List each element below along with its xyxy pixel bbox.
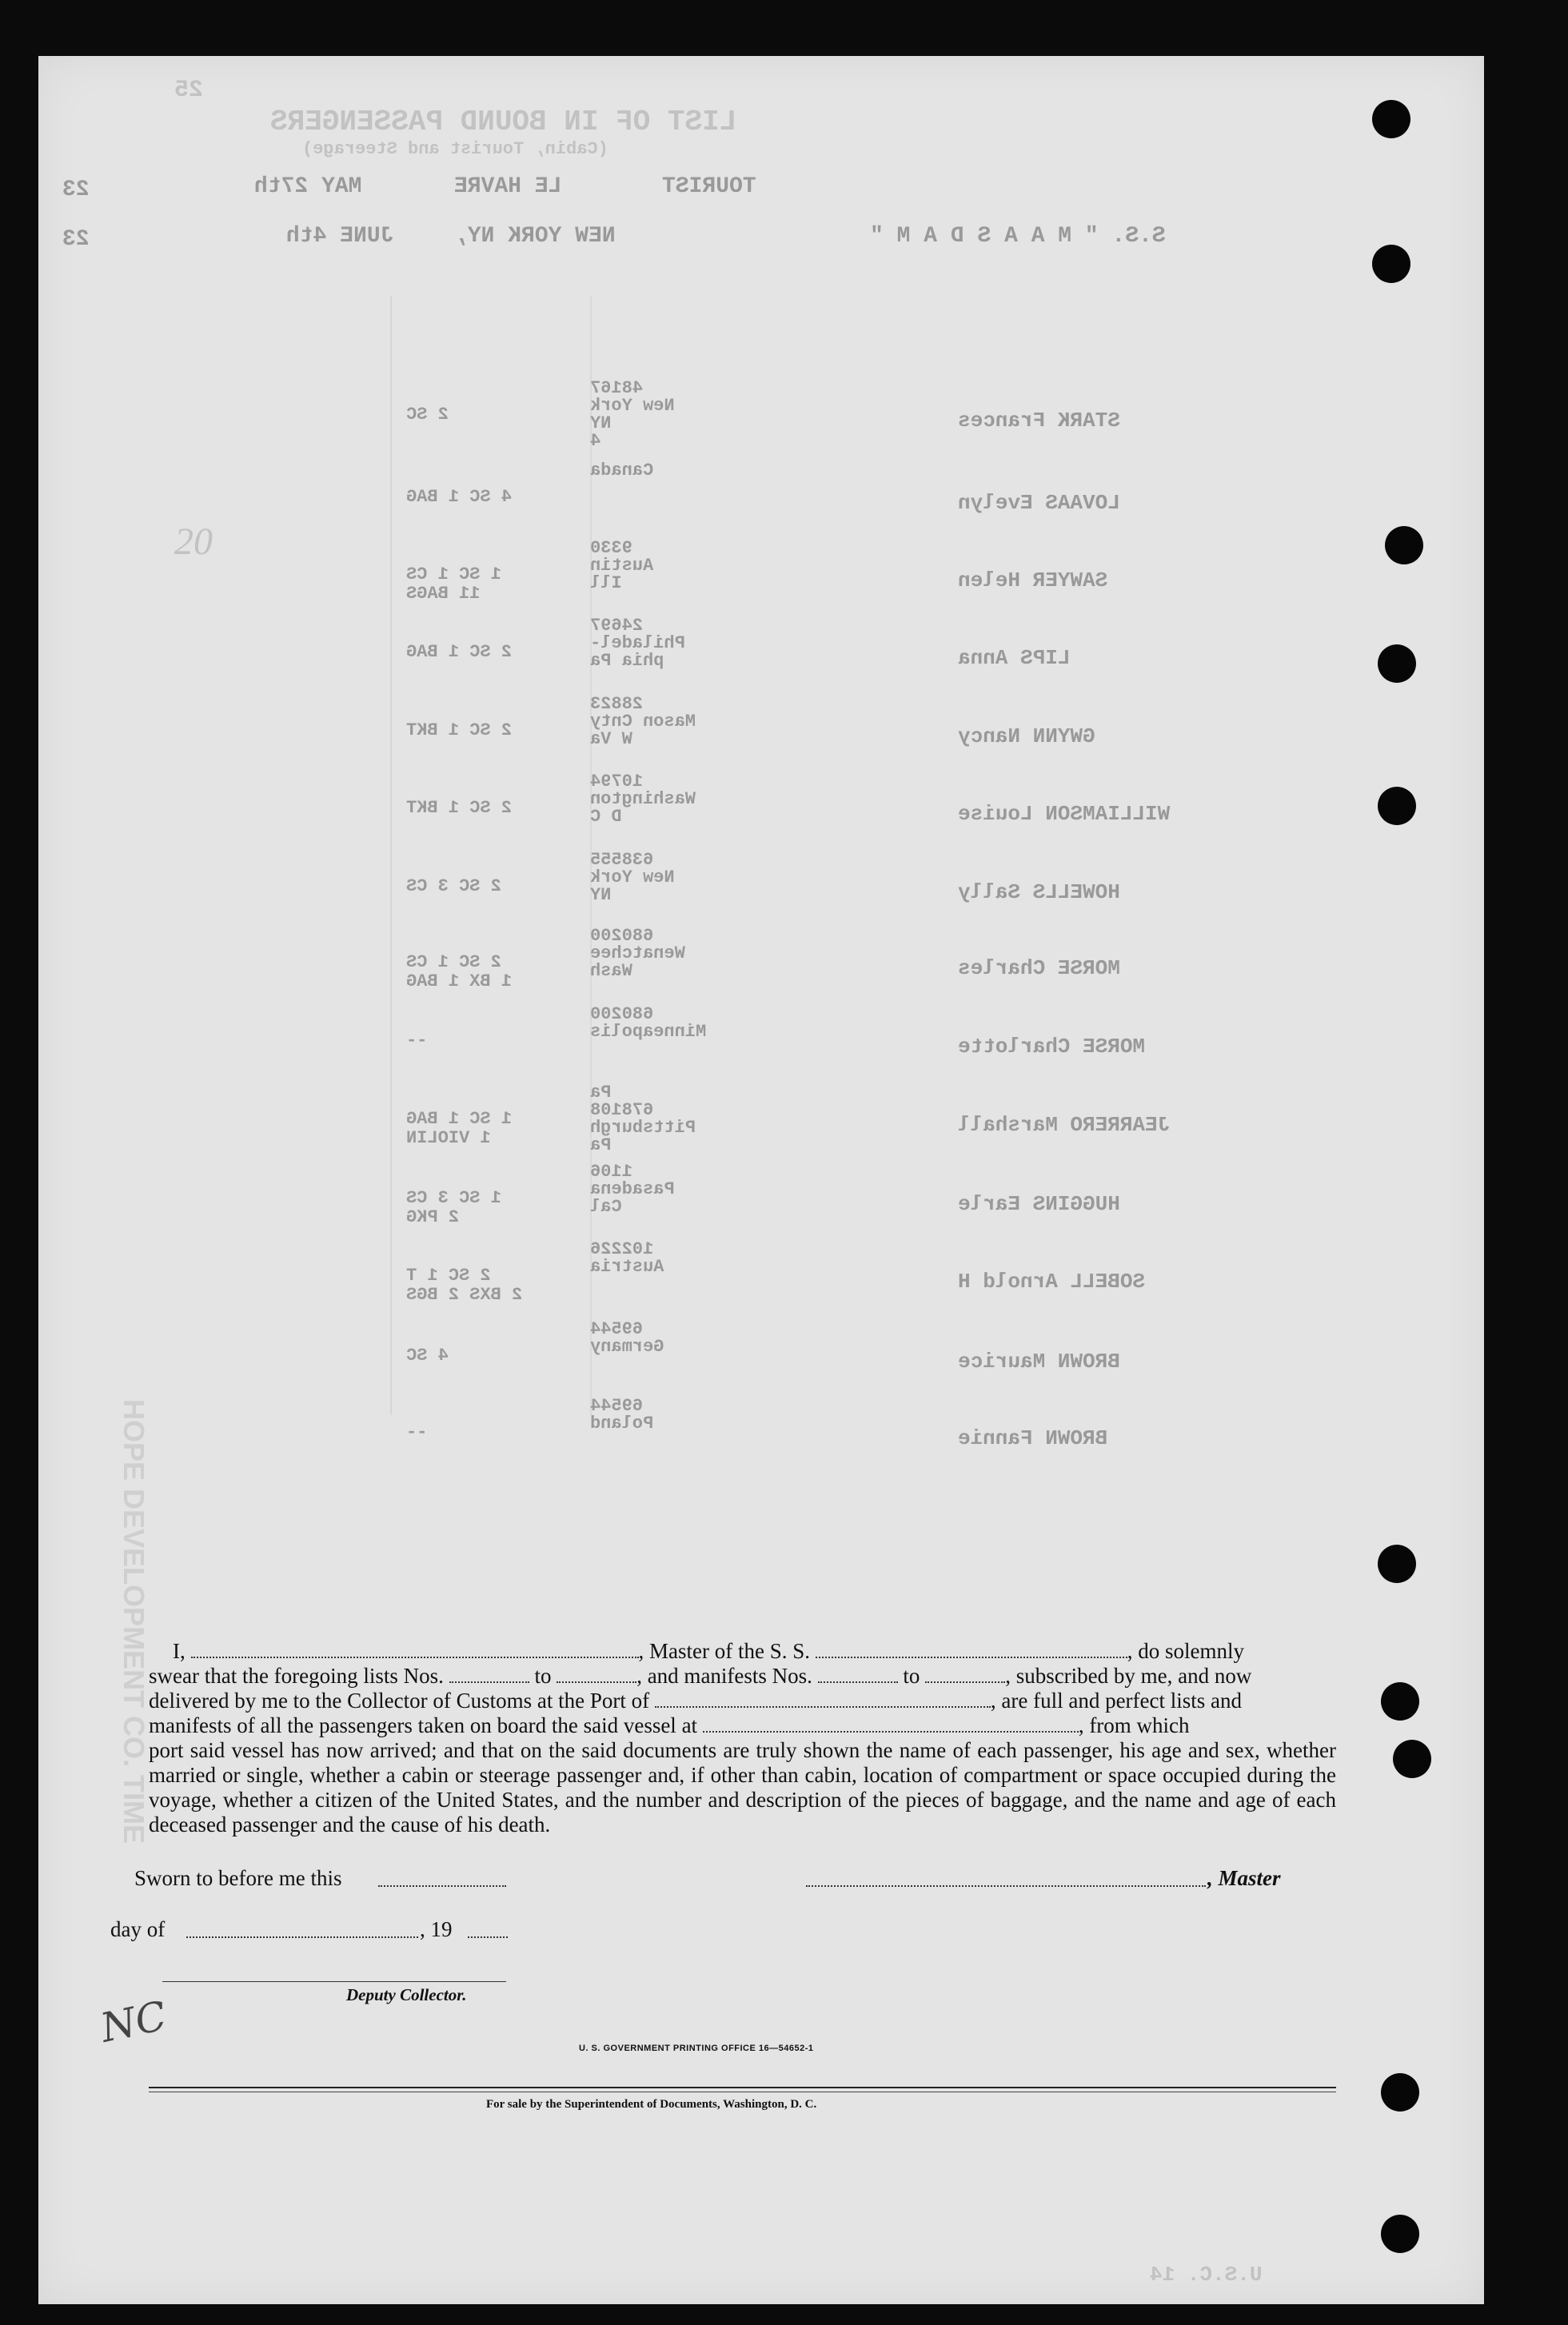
handwritten-initial: NC bbox=[96, 1992, 171, 2052]
passenger-residence: 69544 Germany bbox=[590, 1319, 664, 1357]
oath-are-full: , are full and perfect lists and bbox=[990, 1689, 1243, 1713]
list-subtitle: (Cabin, Tourist and Steerage) bbox=[302, 139, 608, 159]
passenger-name: MORSE Charles bbox=[958, 956, 1120, 980]
master-label: , Master bbox=[1207, 1866, 1281, 1890]
oath-subscribed: , subscribed by me, and now bbox=[1005, 1664, 1252, 1688]
binder-hole bbox=[1381, 2073, 1419, 2112]
passenger-baggage: -- bbox=[406, 1031, 428, 1051]
passenger-residence: 680200 Wenatchee Wash bbox=[590, 926, 685, 981]
list-number: 25 bbox=[174, 77, 204, 104]
passenger-name: GWYNN Nancy bbox=[958, 724, 1095, 748]
passenger-baggage: 2 SC 1 CS 1 BX 1 BAG bbox=[406, 952, 513, 991]
footer-rule-top bbox=[149, 2087, 1336, 2088]
list-from-field[interactable] bbox=[449, 1665, 529, 1683]
port-field[interactable] bbox=[655, 1690, 991, 1708]
passenger-name: BROWN Maurice bbox=[958, 1350, 1120, 1374]
passenger-residence: 9330 Austin Ill bbox=[590, 538, 654, 593]
oath-swear: swear that the foregoing lists Nos. bbox=[149, 1664, 444, 1688]
arrival-port: NEW YORK NY, bbox=[454, 224, 616, 249]
passenger-baggage: 2 SC bbox=[406, 405, 449, 425]
passenger-residence: Canada bbox=[590, 461, 654, 481]
month-field[interactable] bbox=[186, 1936, 418, 1938]
passenger-residence: 1106 Pasadena Cal bbox=[590, 1162, 675, 1217]
year-prefix: , 19 bbox=[420, 1917, 453, 1941]
passenger-baggage: 2 SC 3 CS bbox=[406, 876, 501, 896]
passenger-baggage: 2 SC 1 T 2 BXS 2 BGS bbox=[406, 1266, 523, 1305]
list-title: LIST OF IN BOUND PASSENGERS bbox=[270, 106, 737, 138]
passenger-name: LOVAAS Evelyn bbox=[958, 491, 1120, 515]
passenger-residence: 48167 New York NY 4 bbox=[590, 378, 675, 451]
manifest-page bbox=[38, 56, 1484, 2304]
passenger-residence: 69544 Poland bbox=[590, 1396, 654, 1434]
master-signature-field[interactable] bbox=[806, 1885, 1206, 1887]
passenger-name: WILLIAMSON Louise bbox=[958, 802, 1171, 826]
binder-hole bbox=[1381, 2215, 1419, 2253]
passenger-name: STARK Frances bbox=[958, 409, 1120, 433]
binder-hole bbox=[1372, 245, 1410, 283]
passenger-residence: Pa 678108 Pittsburgh Pa bbox=[590, 1083, 696, 1155]
passenger-name: SAWYER Helen bbox=[958, 568, 1108, 592]
binder-hole bbox=[1378, 787, 1416, 825]
binder-hole bbox=[1393, 1740, 1431, 1778]
passenger-baggage: 4 SC 1 BAG bbox=[406, 487, 513, 507]
printing-office: U. S. GOVERNMENT PRINTING OFFICE 16—54652-1 bbox=[579, 2044, 814, 2053]
oath-do-solemnly: , do solemnly bbox=[1127, 1639, 1244, 1663]
class-label: TOURIST bbox=[662, 174, 756, 199]
oath-i: I, bbox=[173, 1639, 186, 1663]
margin-note: 20 bbox=[174, 520, 213, 563]
reverse-stamp: HOPE DEVELOPMENT CO. TIME bbox=[118, 1399, 150, 1844]
passenger-baggage: 2 SC 1 BKT bbox=[406, 798, 513, 818]
passenger-baggage: 1 SC 3 CS 2 PKG bbox=[406, 1188, 501, 1227]
year-suffix-field[interactable] bbox=[468, 1936, 508, 1938]
port-from: LE HAVRE bbox=[454, 174, 562, 199]
oath-from-which: , from which bbox=[1078, 1713, 1190, 1737]
passenger-baggage: 2 SC 1 BKT bbox=[406, 720, 513, 740]
arrival-date: JUNE 4th bbox=[286, 224, 394, 249]
passenger-name: LIPS Anna bbox=[958, 646, 1071, 670]
passenger-name: HUGGINS Earle bbox=[958, 1192, 1120, 1216]
master-name-field[interactable] bbox=[191, 1641, 639, 1658]
passenger-baggage: 4 SC bbox=[406, 1346, 449, 1366]
passenger-baggage: 1 SC 1 CS 11 BAGS bbox=[406, 564, 501, 604]
passenger-name: JEARRERO Marshall bbox=[958, 1113, 1171, 1137]
form-number: U.S.C. 14 bbox=[1150, 2263, 1263, 2287]
binder-hole bbox=[1381, 1682, 1419, 1721]
day-of-label: day of bbox=[110, 1917, 166, 1941]
date-from: MAY 27th bbox=[254, 174, 362, 199]
passenger-name: MORSE Charlotte bbox=[958, 1035, 1146, 1059]
binder-hole bbox=[1378, 1545, 1416, 1583]
binder-hole bbox=[1372, 100, 1410, 138]
passenger-name: HOWELLS Sally bbox=[958, 880, 1120, 904]
oath-paragraph bbox=[149, 1639, 1336, 1837]
deputy-collector-label: Deputy Collector. bbox=[346, 1985, 467, 2004]
oath-and-manifests: , and manifests Nos. bbox=[636, 1664, 812, 1688]
passenger-baggage: -- bbox=[406, 1422, 428, 1442]
passenger-baggage: 1 SC 1 BAG 1 VIOLIN bbox=[406, 1109, 513, 1148]
vessel-name-field[interactable] bbox=[816, 1641, 1127, 1658]
manifest-to-field[interactable] bbox=[925, 1665, 1005, 1683]
binder-hole bbox=[1385, 526, 1423, 564]
passenger-name: SOBELL Arnold H bbox=[958, 1270, 1146, 1294]
passenger-residence: 24697 Philadel- phia Pa bbox=[590, 616, 685, 671]
oath-to-2: to bbox=[903, 1664, 920, 1688]
passenger-residence: 680200 Minneapolis bbox=[590, 1004, 707, 1042]
oath-manifests-of: manifests of all the passengers taken on board the said vessel at bbox=[149, 1713, 698, 1737]
oath-delivered: delivered by me to the Collector of Customs at the Port of bbox=[149, 1689, 650, 1713]
passenger-residence: 10794 Washington D C bbox=[590, 772, 696, 827]
sworn-label: Sworn to before me this bbox=[134, 1866, 342, 1890]
oath-rest: port said vessel has now arrived; and that on the said documents are truly shown the name of each passenger, his age and sex, whether married or single, whether a cabin or steerage passenger and, if other than cabin, location of compartment or space occupied during the voyage, whether a citizen of the United States, and the number and description of the pieces of baggage, and the name and age of each deceased passenger and the cause of his death. bbox=[149, 1738, 1336, 1836]
passenger-residence: 102226 Austria bbox=[590, 1239, 664, 1277]
manifest-from-field[interactable] bbox=[818, 1665, 898, 1683]
oath-master-of: , Master of the S. S. bbox=[638, 1639, 810, 1663]
passenger-name: BROWN Fannie bbox=[958, 1426, 1108, 1450]
binder-hole bbox=[1378, 644, 1416, 683]
passenger-residence: 28823 Mason Cnty W Va bbox=[590, 694, 696, 749]
sworn-date-field[interactable] bbox=[378, 1885, 506, 1887]
oath-to-1: to bbox=[534, 1664, 552, 1688]
for-sale-note: For sale by the Superintendent of Documents, Washington, D. C. bbox=[486, 2098, 817, 2111]
port-of-departure-field[interactable] bbox=[703, 1715, 1079, 1733]
passenger-residence: 638555 New York NY bbox=[590, 850, 675, 905]
passenger-baggage: 2 SC 1 BAG bbox=[406, 642, 513, 662]
ship-name: S.S. " M A A S D A M " bbox=[870, 224, 1166, 249]
arrival-year: 23 bbox=[62, 227, 90, 252]
ghost-column-rule bbox=[390, 296, 392, 1415]
year-from: 23 bbox=[62, 177, 90, 202]
deputy-signature-line bbox=[162, 1981, 506, 1982]
list-to-field[interactable] bbox=[557, 1665, 636, 1683]
